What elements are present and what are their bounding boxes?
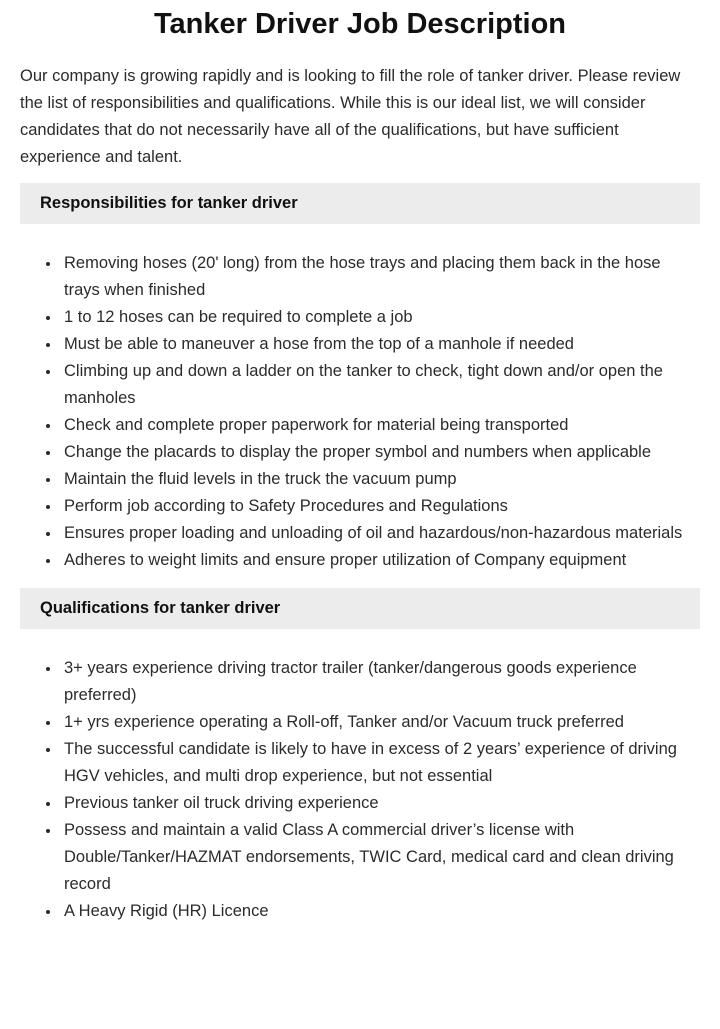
page-title: Tanker Driver Job Description (153, 8, 567, 40)
list-item: • The successful candidate is likely to have in excess of 2 years’ experience of driving HGV vehicles, and multi drop experience, but not essential (61, 736, 700, 790)
list-item: • 1 to 12 hoses can be required to complete a job (61, 304, 700, 331)
responsibilities-section (20, 183, 700, 574)
list-item: • Ensures proper loading and unloading of oil and hazardous/non-hazardous materials (61, 520, 700, 547)
qualifications-heading: Qualifications for tanker driver (20, 588, 700, 629)
list-item: • Check and complete proper paperwork for material being transported (61, 412, 700, 439)
intro-paragraph: Our company is growing rapidly and is looking to fill the role of tanker driver. Please review the list of responsibilities and qualifications. While this is our ideal list, we will consider candidates that do not necessarily have all of the qualifications, but have sufficient experience and talent. (20, 67, 681, 166)
list-item: • Must be able to maneuver a hose from the top of a manhole if needed (61, 331, 700, 358)
list-item: • 3+ years experience driving tractor trailer (tanker/dangerous goods experience preferred) (61, 655, 700, 709)
list-item: • A Heavy Rigid (HR) Licence (61, 898, 700, 925)
list-item: • Climbing up and down a ladder on the tanker to check, tight down and/or open the manholes (61, 358, 700, 412)
list-item: • Change the placards to display the proper symbol and numbers when applicable (61, 439, 700, 466)
list-item: • Adheres to weight limits and ensure proper utilization of Company equipment (61, 547, 700, 574)
responsibilities-heading: Responsibilities for tanker driver (20, 183, 700, 224)
list-item: • Previous tanker oil truck driving experience (61, 790, 700, 817)
list-item: • Possess and maintain a valid Class A commercial driver’s license with Double/Tanker/HAZMAT endorsements, TWIC Card, medical card and clean driving record (61, 817, 700, 898)
responsibilities-list (20, 250, 700, 574)
list-item: • 1+ yrs experience operating a Roll-off, Tanker and/or Vacuum truck preferred (61, 709, 700, 736)
qualifications-section (20, 588, 700, 925)
qualifications-list (20, 655, 700, 925)
list-item: • Perform job according to Safety Procedures and Regulations (61, 493, 700, 520)
list-item: • Removing hoses (20' long) from the hose trays and placing them back in the hose trays when finished (61, 250, 700, 304)
list-item: • Maintain the fluid levels in the truck the vacuum pump (61, 466, 700, 493)
